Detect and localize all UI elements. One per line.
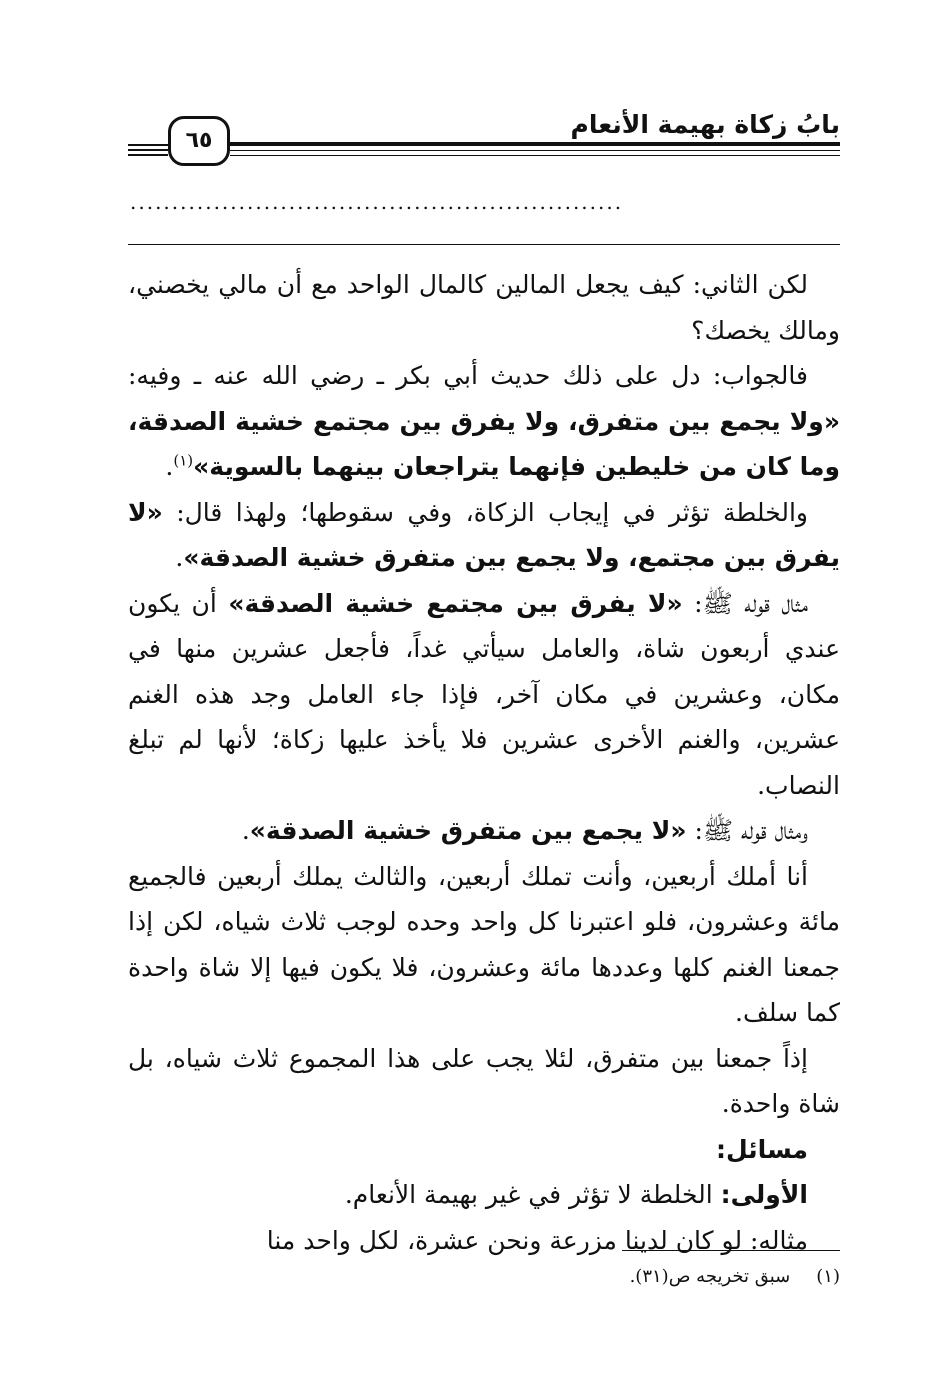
text-run: مثاله: لو كان لدينا مزرعة ونحن عشرة، لكل واحد منا — [266, 1225, 808, 1255]
bold-text: «ولا يجمع بين متفرق، ولا يفرق بين مجتمع خشية الصدقة، وما كان من خليطين فإنهما يتراجعان بينهما بالسوية» — [128, 406, 840, 481]
header-rule — [230, 150, 840, 151]
page-header — [128, 108, 840, 168]
bold-text: «لا يفرق بين مجتمع خشية الصدقة» — [228, 588, 683, 618]
paragraph — [128, 581, 840, 809]
paragraph — [128, 1172, 840, 1218]
bold-text: مسائل: — [715, 1134, 808, 1164]
text-run: فالجواب: دل على ذلك حديث أبي بكر ـ رضي الله عنه ـ وفيه: — [128, 361, 808, 390]
text-run: ومثال قوله ﷺ: — [686, 816, 808, 845]
text-run: الخلطة لا تؤثر في غير بهيمة الأنعام. — [344, 1180, 721, 1209]
paragraph — [128, 490, 840, 581]
text-run: . — [241, 816, 250, 845]
text-run: . — [165, 452, 174, 481]
header-rule — [128, 144, 168, 146]
text-run: مثال قوله ﷺ: — [682, 588, 808, 618]
footnote-number: (١) — [816, 1266, 840, 1287]
dotted-separator: ........................................................... — [130, 190, 624, 214]
text-run: أن يكون عندي أربعون شاة، والعامل سيأتي غداً، فأجعل عشرين منها في مكان، وعشرين في مكان آخر، فإذا جاء العامل وجد هذه الغنم عشرين، والغنم الأخرى عشرين فلا يأخذ عليها زكاة؛ لأنها لم تبلغ النصاب. — [128, 588, 840, 800]
text-run: لكن الثاني: كيف يجعل المالين كالمال الواحد مع أن مالي يخصني، ومالك يخصك؟ — [128, 270, 840, 345]
paragraph — [128, 854, 840, 1036]
paragraph — [128, 353, 840, 490]
footnote-separator — [622, 1250, 840, 1251]
header-rule — [230, 142, 840, 146]
paragraph — [128, 1218, 840, 1264]
text-run: . — [175, 543, 184, 572]
main-text — [128, 262, 840, 1263]
bold-text: «لا يفرق بين مجتمع، ولا يجمع بين متفرق خشية الصدقة» — [128, 497, 840, 572]
header-rule — [128, 154, 168, 156]
bold-text: الأولى: — [720, 1180, 808, 1209]
paragraph — [128, 1036, 840, 1127]
bold-text: «لا يجمع بين متفرق خشية الصدقة» — [249, 816, 687, 845]
header-rule — [128, 149, 168, 151]
paragraph — [128, 808, 840, 854]
paragraph — [128, 1127, 840, 1173]
paragraph — [128, 262, 840, 353]
text-run: أنا أملك أربعين، وأنت تملك أربعين، والثالث يملك أربعين فالجميع مائة وعشرون، فلو اعتبرنا كل واحد وحده لوجب ثلاث شياه، لكن إذا جمعنا الغنم كلها وعددها مائة وعشرون، فلا يكون فيها إلا شاة واحدة كما سلف. — [128, 861, 840, 1027]
chapter-title: بابُ زكاة بهيمة الأنعام — [570, 110, 840, 139]
text-run: والخلطة تؤثر في إيجاب الزكاة، وفي سقوطها؛ ولهذا قال: — [162, 497, 808, 527]
footnote — [128, 1262, 840, 1292]
footnote-marker: (١) — [173, 451, 194, 470]
header-rule — [230, 155, 840, 156]
footnote-text: سبق تخريجه ص(٣١). — [629, 1266, 791, 1287]
separator-line — [128, 244, 840, 245]
page-number: ٦٥ — [168, 116, 230, 166]
text-run: إذاً جمعنا بين متفرق، لئلا يجب على هذا المجموع ثلاث شياه، بل شاة واحدة. — [128, 1043, 840, 1118]
